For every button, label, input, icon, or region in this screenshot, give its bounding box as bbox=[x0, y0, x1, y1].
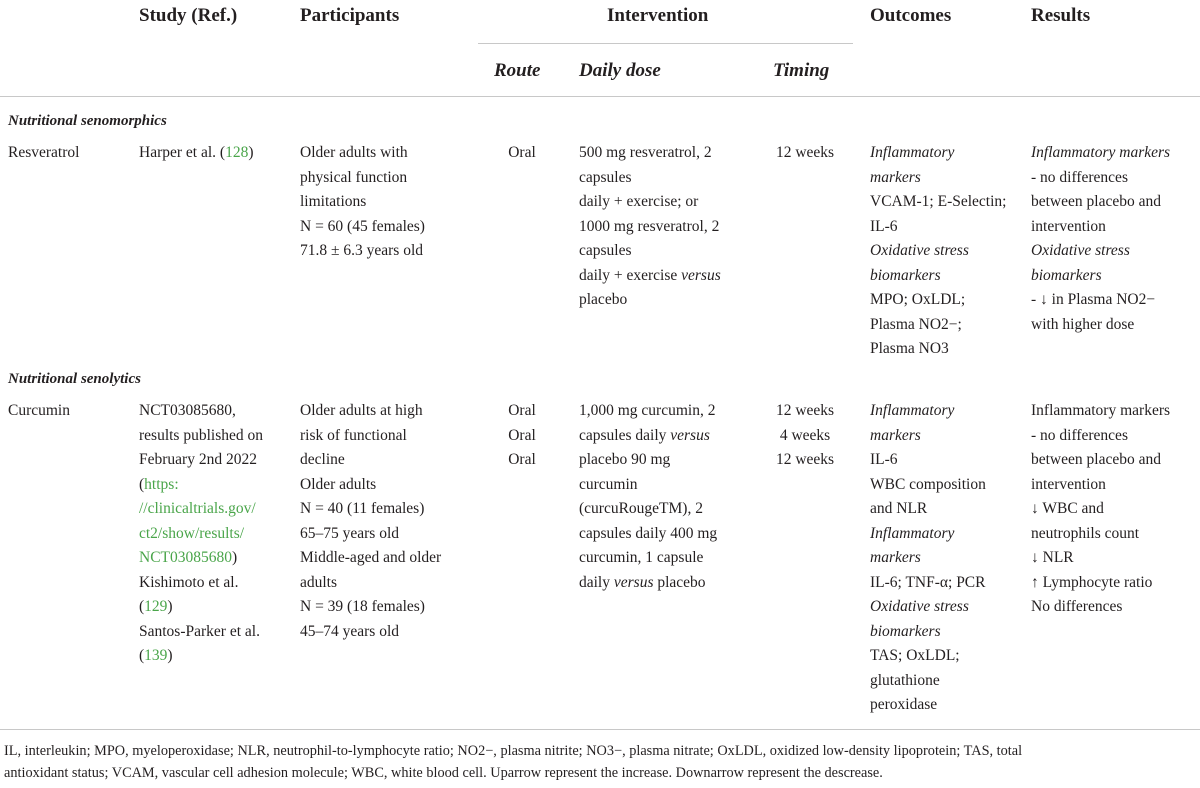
study-url-line[interactable]: ct2/show/results/ bbox=[139, 524, 245, 542]
participants-line: decline bbox=[300, 451, 345, 468]
results-line: ↑ Lymphocyte ratio bbox=[1031, 573, 1153, 591]
outcomes-line: and NLR bbox=[870, 500, 928, 517]
header-study: Study (Ref.) bbox=[139, 5, 238, 26]
study-ref-line[interactable]: (139) bbox=[139, 647, 173, 664]
outcomes-line: biomarkers bbox=[870, 622, 941, 640]
study-line: Kishimoto et al. bbox=[139, 573, 239, 591]
participants-line: Older adults with bbox=[300, 144, 408, 161]
outcomes-line: Plasma NO3 bbox=[870, 340, 949, 357]
outcomes-line: Inflammatory bbox=[870, 524, 955, 542]
dose-line: curcumin bbox=[579, 475, 638, 493]
results-line: biomarkers bbox=[1031, 266, 1102, 284]
results-line: ↓ WBC and bbox=[1031, 500, 1104, 517]
footnote-line: IL, interleukin; MPO, myeloperoxidase; NLR, neutrophil-to-lymphocyte ratio; NO2−, plasma nitrite; NO3−, plasma nitrate; OxLDL, oxidized low-density lipoprotein; TAS, total bbox=[4, 743, 1023, 759]
study-url-line[interactable]: NCT03085680) bbox=[139, 549, 238, 566]
dose-line: (curcuRougeTM), 2 bbox=[579, 500, 703, 517]
results-line: ↓ NLR bbox=[1031, 549, 1074, 566]
participants-line: 65–75 years old bbox=[300, 524, 400, 542]
study-line: NCT03085680, bbox=[139, 402, 236, 419]
results-line: between placebo and bbox=[1031, 193, 1161, 210]
timing-value: 12 weeks bbox=[775, 451, 835, 468]
section-title-senomorphics: Nutritional senomorphics bbox=[8, 113, 167, 129]
study-ref-link[interactable]: 128 bbox=[225, 144, 249, 161]
header-participants: Participants bbox=[300, 5, 400, 26]
participants-line: adults bbox=[300, 573, 338, 591]
timing-value: 4 weeks bbox=[779, 426, 831, 444]
results-line: Oxidative stress bbox=[1031, 242, 1130, 259]
compound-resveratrol: Resveratrol bbox=[8, 144, 80, 161]
participants-line: risk of functional bbox=[300, 426, 407, 444]
participants-line: Middle-aged and older bbox=[300, 549, 442, 566]
dose-line: daily versus placebo bbox=[579, 573, 706, 591]
results-line: neutrophils count bbox=[1031, 524, 1140, 542]
dose-line: daily + exercise; or bbox=[579, 193, 699, 210]
dose-line: daily + exercise versus bbox=[579, 266, 721, 284]
route-value: Oral bbox=[508, 144, 536, 161]
dose-line: capsules daily 400 mg bbox=[579, 524, 718, 542]
outcomes-line: markers bbox=[870, 168, 921, 186]
header-timing: Timing bbox=[773, 60, 830, 81]
dose-line: placebo 90 mg bbox=[579, 451, 671, 468]
header-outcomes: Outcomes bbox=[870, 5, 952, 26]
study-url-line[interactable]: (https: bbox=[139, 475, 179, 493]
study-ref-close: ) bbox=[248, 144, 254, 161]
dose-line: capsules bbox=[579, 242, 632, 259]
participants-line: limitations bbox=[300, 193, 367, 210]
participants-line: 45–74 years old bbox=[300, 622, 400, 640]
outcomes-line: biomarkers bbox=[870, 266, 941, 284]
results-line: No differences bbox=[1031, 598, 1123, 615]
outcomes-line: Plasma NO2−; bbox=[870, 315, 962, 333]
outcomes-line: MPO; OxLDL; bbox=[870, 291, 966, 308]
outcomes-line: Oxidative stress bbox=[870, 598, 969, 615]
dose-line: capsules daily versus bbox=[579, 426, 710, 444]
section-title-senolytics: Nutritional senolytics bbox=[8, 371, 141, 387]
study-line: Santos-Parker et al. bbox=[139, 622, 260, 640]
header-route: Route bbox=[494, 60, 541, 81]
outcomes-line: glutathione bbox=[870, 671, 940, 689]
outcomes-line: WBC composition bbox=[870, 475, 986, 493]
header-results: Results bbox=[1031, 5, 1091, 26]
participants-line: Older adults bbox=[300, 475, 377, 493]
outcomes-line: IL-6 bbox=[870, 217, 898, 235]
study-author: Harper et al. ( bbox=[139, 144, 226, 161]
results-line: - no differences bbox=[1031, 426, 1128, 444]
intervention-rule bbox=[478, 43, 853, 44]
header-intervention: Intervention bbox=[607, 5, 709, 26]
header-rule bbox=[0, 96, 1200, 97]
study-cell bbox=[139, 141, 253, 166]
dose-line: curcumin, 1 capsule bbox=[579, 549, 704, 566]
outcomes-line: IL-6; TNF-α; PCR bbox=[870, 573, 986, 591]
footnote-line: antioxidant status; VCAM, vascular cell adhesion molecule; WBC, white blood cell. Uparrow represent the increase. Downarrow represent the descrease. bbox=[4, 765, 883, 781]
dose-line: 1000 mg resveratrol, 2 bbox=[579, 217, 720, 235]
results-line: Inflammatory markers bbox=[1031, 144, 1171, 161]
outcomes-line: Inflammatory bbox=[870, 144, 955, 161]
results-line: - no differences bbox=[1031, 168, 1128, 186]
route-value: Oral bbox=[508, 426, 536, 444]
outcomes-line: Oxidative stress bbox=[870, 242, 969, 259]
dose-line: placebo bbox=[579, 291, 628, 308]
outcomes-line: Inflammatory bbox=[870, 402, 955, 419]
outcomes-line: VCAM-1; E-Selectin; bbox=[870, 193, 1007, 210]
outcomes-line: IL-6 bbox=[870, 451, 898, 468]
participants-line: N = 39 (18 females) bbox=[300, 598, 425, 615]
outcomes-line: peroxidase bbox=[870, 696, 938, 713]
outcomes-line: markers bbox=[870, 426, 921, 444]
participants-line: N = 40 (11 females) bbox=[300, 500, 425, 517]
study-line: results published on bbox=[139, 426, 263, 444]
results-line: intervention bbox=[1031, 217, 1106, 235]
study-ref-line[interactable]: (129) bbox=[139, 598, 173, 615]
compound-curcumin: Curcumin bbox=[8, 402, 70, 419]
results-line: intervention bbox=[1031, 475, 1106, 493]
participants-line: Older adults at high bbox=[300, 402, 423, 419]
results-line: with higher dose bbox=[1031, 315, 1135, 333]
results-line: between placebo and bbox=[1031, 451, 1161, 468]
dose-line: 1,000 mg curcumin, 2 bbox=[579, 402, 716, 419]
participants-line: physical function bbox=[300, 168, 408, 186]
study-url-line[interactable]: //clinicaltrials.gov/ bbox=[139, 500, 256, 517]
results-line: - ↓ in Plasma NO2− bbox=[1031, 291, 1156, 308]
header-daily-dose: Daily dose bbox=[579, 60, 661, 81]
participants-line: N = 60 (45 females) bbox=[300, 217, 425, 235]
outcomes-line: TAS; OxLDL; bbox=[870, 647, 960, 664]
table-bottom-rule bbox=[0, 729, 1200, 730]
timing-value: 12 weeks bbox=[775, 402, 835, 419]
timing-value: 12 weeks bbox=[775, 144, 835, 161]
route-value: Oral bbox=[508, 451, 536, 468]
dose-line: 500 mg resveratrol, 2 bbox=[579, 144, 712, 161]
route-value: Oral bbox=[508, 402, 536, 419]
dose-line: capsules bbox=[579, 168, 632, 186]
results-line: Inflammatory markers bbox=[1031, 402, 1171, 419]
participants-line: 71.8 ± 6.3 years old bbox=[300, 242, 424, 259]
outcomes-line: markers bbox=[870, 549, 921, 566]
study-line: February 2nd 2022 bbox=[139, 451, 257, 468]
